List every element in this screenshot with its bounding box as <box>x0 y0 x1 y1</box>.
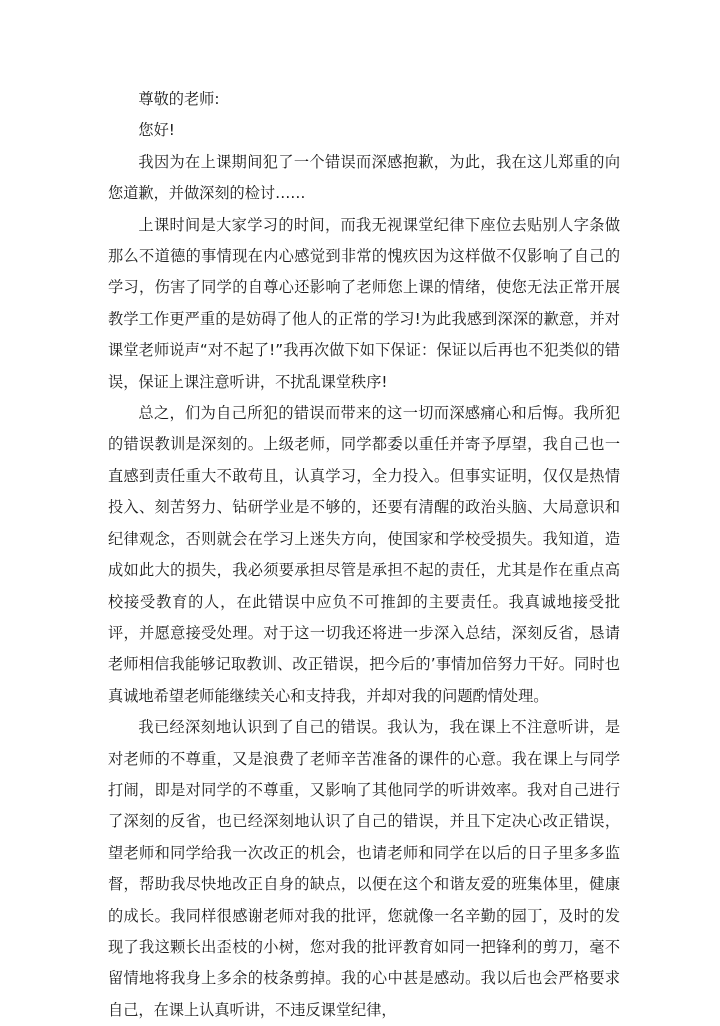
paragraph-commitment: 我已经深刻地认识到了自己的错误。我认为，我在课上不注意听讲，是对老师的不尊重，又是浪费了老师辛苦准备的课件的心意。我在课上与同学打闹，即是对同学的不尊重，又影响了其他同学的听讲效率。我对自己进行了深刻的反省，也已经深刻地认识了自己的错误，并且下定决心改正错误，望老师和同学给我一次改正的机会，也请老师和同学在以后的日子里多多监督，帮助我尽快地改正自身的缺点，以便在这个和谐友爱的班集体里，健康的成长。我同样很感谢老师对我的批评，您就像一名辛勤的园丁，及时的发现了我这颗长出歪枝的小树，您对我的批评教育如同一把锋利的剪刀，毫不留情地将我身上多余的枝条剪掉。我的心中甚是感动。我以后也会严格要求自己，在课上认真听讲，不违反课堂纪律， <box>108 718 620 1019</box>
paragraph-reflection: 总之，们为自己所犯的错误而带来的这一切而深感痛心和后悔。我所犯的错误教训是深刻的。上级老师，同学都委以重任并寄予厚望，我自己也一直感到责任重大不敢苟且，认真学习，全力投入。但事实证明，仅仅是热情投入、刻苦努力、钻研学业是不够的，还要有清醒的政治头脑、大局意识和纪律观念，否则就会在学习上迷失方向，使国家和学校受损失。我知道，造成如此大的损失，我必须要承担尽管是承担不起的责任，尤其是作在重点高校接受教育的人，在此错误中应负不可推卸的主要责任。我真诚地接受批评，并愿意接受处理。对于这一切我还将进一步深入总结，深刻反省，恳请老师相信我能够记取教训、改正错误，把今后的’事情加倍努力干好。同时也真诚地希望老师能继续关心和支持我，并却对我的问题酌情处理。 <box>108 404 620 705</box>
paragraph-incident: 上课时间是大家学习的时间，而我无视课堂纪律下座位去贴别人字条做那么不道德的事情现在内心感觉到非常的愧疚因为这样做不仅影响了自己的学习，伤害了同学的自尊心还影响了老师您上课的情绪，使您无法正常开展教学工作更严重的是妨碍了他人的正常的学习!为此我感到深深的歉意，并对课堂老师说声“对不起了!”我再次做下如下保证：保证以后再也不犯类似的错误，保证上课注意听讲，不扰乱课堂秩序! <box>108 215 620 391</box>
letter-body <box>108 84 620 1026</box>
salutation: 尊敬的老师: <box>138 90 220 108</box>
paragraph-apology: 我因为在上课期间犯了一个错误而深感抱歉，为此，我在这儿郑重的向您道歉，并做深刻的检讨…… <box>108 152 620 203</box>
greeting: 您好! <box>138 121 175 140</box>
